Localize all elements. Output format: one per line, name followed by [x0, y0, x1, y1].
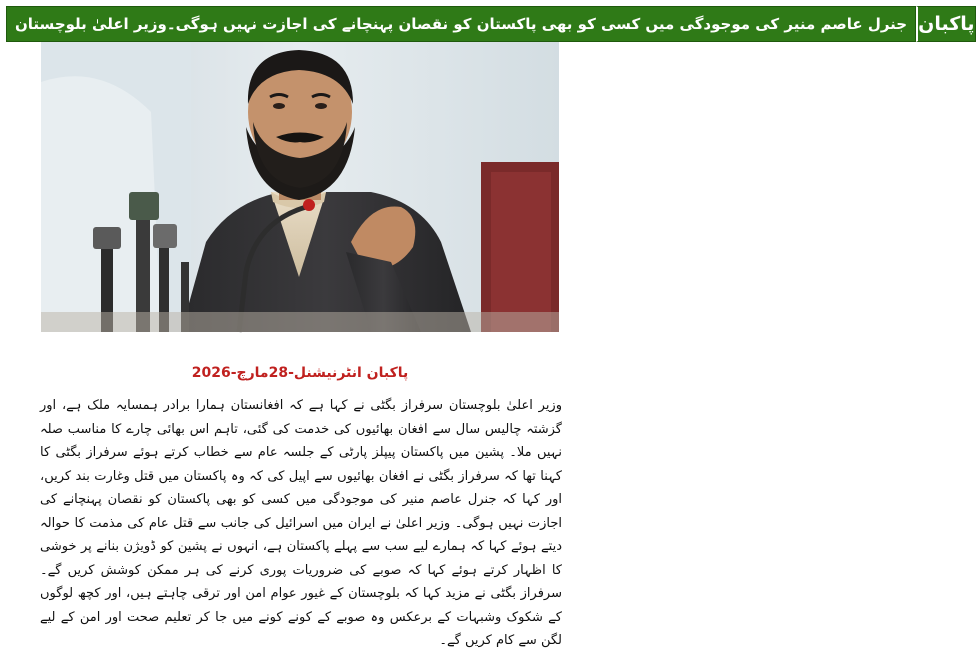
article-dateline: پاکبان انٹرنیشنل-28مارچ-2026	[191, 365, 409, 381]
header-banner	[6, 6, 975, 42]
brand-logo: پاکبان	[916, 6, 975, 42]
headline: جنرل عاصم منیر کی موجودگی میں کسی کو بھی پاکستان کو نقصان پہنچانے کی اجازت نہیں ہوگی۔وزیر اعلیٰ بلوچستان	[6, 6, 916, 42]
article-body: وزیر اعلیٰ بلوچستان سرفراز بگٹی نے کہا ہے کہ افغانستان ہمارا برادر ہمسایہ ملک ہے، اور گزشتہ چالیس سال سے افغان بھائیوں کی خدمت کی گئی، تاہم اس بھائی چارے کا مناسب صلہ نہیں ملا۔ پشین میں پاکستان پیپلز پارٹی کے جلسہ عام سے خطاب کرتے ہوئے سرفراز بگٹی کا کہنا تھا کہ سرفراز بگٹی نے افغان بھائیوں سے اپیل کی کہ وہ پاکستان میں قتل وغارت بند کریں، اور کہا کہ جنرل عاصم منیر کی موجودگی میں کسی کو بھی پاکستان کو نقصان پہنچانے کی اجازت نہیں ہوگی۔ وزیر اعلیٰ نے ایران میں اسرائیل کی جانب سے قتل عام کی مذمت کا حوالہ دیتے ہوئے کہا کہ ہمارے لیے سب سے پہلے پاکستان ہے، انہوں نے پشین کو ڈویژن بنانے پر خوشی کا اظہار کرتے ہوئے کہا کہ صوبے کی ضروریات پوری کرنے کی ہر ممکن کوشش کریں گے۔ سرفراز بگٹی نے مزید کہا کہ بلوچستان کے غیور عوام امن اور ترقی چاہتے ہیں، اور کچھ لوگوں کے شکوک وشبہات کے برعکس وہ صوبے کے کونے کونے میں جا کر تعلیم صحت اور امن کے لیے لگن سے کام کریں گے۔	[40, 398, 562, 648]
article-photo	[41, 42, 559, 332]
press-conference-photo	[41, 42, 559, 332]
